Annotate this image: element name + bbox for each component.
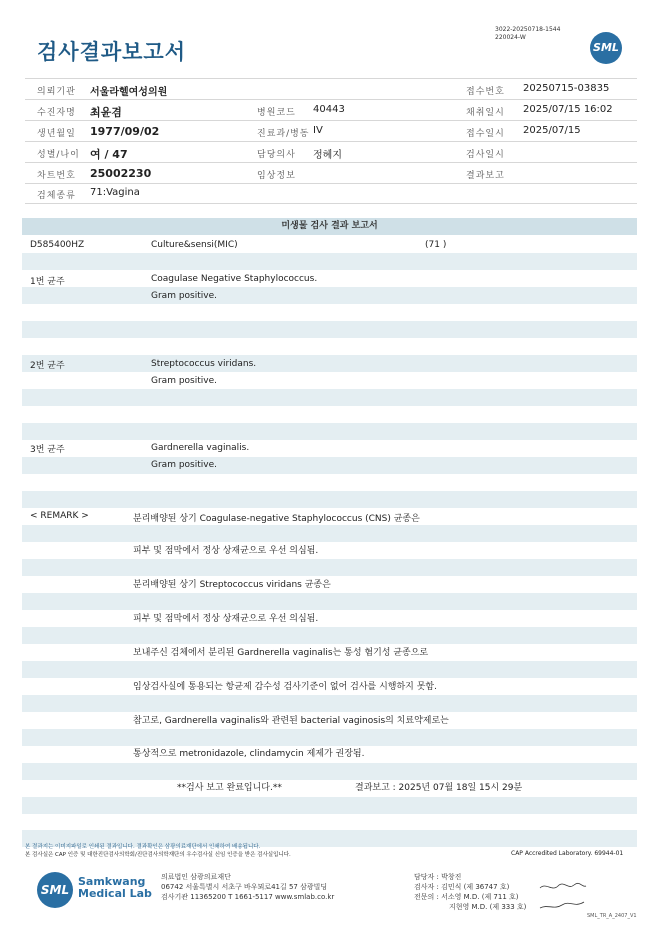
isolate-1-gram: Gram positive.: [151, 291, 217, 301]
document-id-line2: 220024-W: [495, 34, 526, 41]
isolate-3-gram: Gram positive.: [151, 460, 217, 470]
staff-line: 검사자 : 김민식 (제 36747 호): [414, 883, 510, 891]
label-chart-number: 차트번호: [37, 171, 76, 181]
receipt-number: 20250715-03835: [523, 83, 610, 94]
isolate-2-gram: Gram positive.: [151, 376, 217, 386]
divider: [25, 203, 637, 204]
row-band: [22, 321, 637, 338]
remark-line: 분리배양된 상기 Coagulase-negative Staphylococcus (CNS) 균종은: [133, 514, 420, 524]
report-complete-text: **검사 보고 완료입니다.**: [177, 783, 282, 793]
row-band: [22, 661, 637, 678]
staff-line: 담당자 : 박창진: [414, 873, 462, 881]
divider: [25, 183, 637, 184]
requesting-institution: 서울라헬여성의원: [90, 87, 168, 98]
company-name-en-line1: Samkwang: [78, 875, 146, 888]
row-band: [22, 729, 637, 746]
page-title: 검사결과보고서: [37, 40, 187, 64]
isolate-3-label: 3번 균주: [30, 445, 65, 455]
row-band: [22, 423, 637, 440]
sml-logo: SML: [590, 32, 622, 64]
label-requesting-institution: 의뢰기관: [37, 87, 76, 97]
isolate-2-organism: Streptococcus viridans.: [151, 359, 257, 369]
row-band: [22, 695, 637, 712]
department: IV: [313, 125, 323, 136]
label-department: 진료과/병동: [257, 129, 310, 139]
hospital-code: 40443: [313, 104, 345, 115]
report-date: 결과보고 : 2025년 07월 18일 15시 29분: [355, 783, 523, 793]
divider: [25, 99, 637, 100]
label-sex-age: 성별/나이: [37, 150, 80, 160]
accreditation-note: 본 검사실은 CAP 인증 및 대한진단검사의학회/진단검사의학재단의 우수검사실 신임 인증을 받은 검사실입니다.: [25, 852, 291, 858]
divider: [25, 78, 637, 79]
cap-accreditation: CAP Accredited Laboratory. 69944-01: [511, 850, 624, 857]
remark-label: < REMARK >: [30, 511, 89, 521]
divider: [25, 120, 637, 121]
signature-scribble: [538, 880, 588, 914]
row-band: [22, 797, 637, 814]
row-band: [22, 457, 637, 474]
label-clinical-info: 임상정보: [257, 171, 296, 181]
staff-line: 지현영 M.D. (제 333 호): [449, 903, 527, 911]
remark-line: 보내주신 검체에서 분리된 Gardnerella vaginalis는 통성 혐기성 균종으로: [133, 648, 429, 658]
isolate-3-organism: Gardnerella vaginalis.: [151, 443, 250, 453]
form-code: SML_TR_A_2407_V1: [587, 913, 637, 919]
row-band: [22, 355, 637, 372]
remark-line: 분리배양된 상기 Streptococcus viridans 균종은: [133, 580, 331, 590]
company-name-en: [78, 876, 152, 900]
patient-name: 최윤겸: [90, 106, 122, 119]
label-receipt-number: 접수번호: [466, 87, 505, 97]
label-collection-time: 채취일시: [466, 108, 505, 118]
company-info: [161, 872, 334, 902]
staff-line: 전문의 : 서소영 M.D. (제 711 호): [414, 893, 519, 901]
isolate-1-organism: Coagulase Negative Staphylococcus.: [151, 274, 318, 284]
company-name-en-line2: Medical Lab: [78, 887, 152, 900]
collection-time: 2025/07/15 16:02: [523, 104, 613, 115]
document-id-line1: 3022-20250718-1544: [495, 26, 561, 33]
row-band: [22, 559, 637, 576]
row-band: [22, 627, 637, 644]
org-contact: 검사기관 11365200 T 1661-5117 www.smlab.co.kr: [161, 893, 335, 901]
org-address: 06742 서울특별시 서초구 바우뫼로41길 57 삼광빌딩: [161, 883, 328, 891]
sml-footer-logo: SML: [37, 872, 73, 908]
test-name: Culture&sensi(MIC): [151, 240, 238, 250]
isolate-1-label: 1번 균주: [30, 277, 65, 287]
report-section-title: 미생물 검사 결과 보고서: [22, 218, 637, 235]
label-test-date: 검사일시: [466, 150, 505, 160]
isolate-2-label: 2번 균주: [30, 361, 65, 371]
label-birth-date: 생년월일: [37, 129, 76, 139]
row-band: [22, 525, 637, 542]
row-band: [22, 593, 637, 610]
label-doctor: 담당의사: [257, 150, 296, 160]
row-band: [22, 389, 637, 406]
label-hospital-code: 병원코드: [257, 108, 296, 118]
specimen-code: (71 ): [425, 240, 447, 250]
remark-line: 피부 및 점막에서 정상 상재균으로 우선 의심됨.: [133, 614, 319, 624]
test-code: D585400HZ: [30, 240, 85, 250]
label-result-report: 결과보고: [466, 171, 505, 181]
label-specimen-type: 검체종류: [37, 191, 76, 201]
print-note: 본 결과지는 이미지파일로 인쇄된 결과입니다. 결과확인은 삼광의료재단에서 인쇄하여 배송됩니다.: [25, 844, 261, 850]
row-band: [22, 763, 637, 780]
org-name: 의료법인 삼광의료재단: [161, 873, 231, 881]
doctor: 정혜지: [313, 150, 342, 161]
remark-line: 통상적으로 metronidazole, clindamycin 제제가 권장됨.: [133, 749, 365, 759]
receipt-date: 2025/07/15: [523, 125, 581, 136]
staff-info: [414, 872, 526, 912]
remark-line: 피부 및 점막에서 정상 상재균으로 우선 의심됨.: [133, 546, 319, 556]
remark-line: 임상검사실에 통용되는 항균제 감수성 검사기준이 없어 검사를 시행하지 못함.: [133, 682, 437, 692]
chart-number: 25002230: [90, 167, 152, 180]
document-id: [495, 26, 560, 42]
specimen-type: 71:Vagina: [90, 187, 140, 198]
sex-age: 여 / 47: [90, 148, 128, 161]
divider: [25, 162, 637, 163]
remark-line: 참고로, Gardnerella vaginalis와 관련된 bacterial vaginosis의 치료약제로는: [133, 716, 449, 726]
divider: [25, 141, 637, 142]
birth-date: 1977/09/02: [90, 125, 160, 138]
row-band: [22, 287, 637, 304]
label-receipt-date: 접수일시: [466, 129, 505, 139]
row-band: [22, 491, 637, 508]
label-patient-name: 수진자명: [37, 108, 76, 118]
row-band: [22, 253, 637, 270]
